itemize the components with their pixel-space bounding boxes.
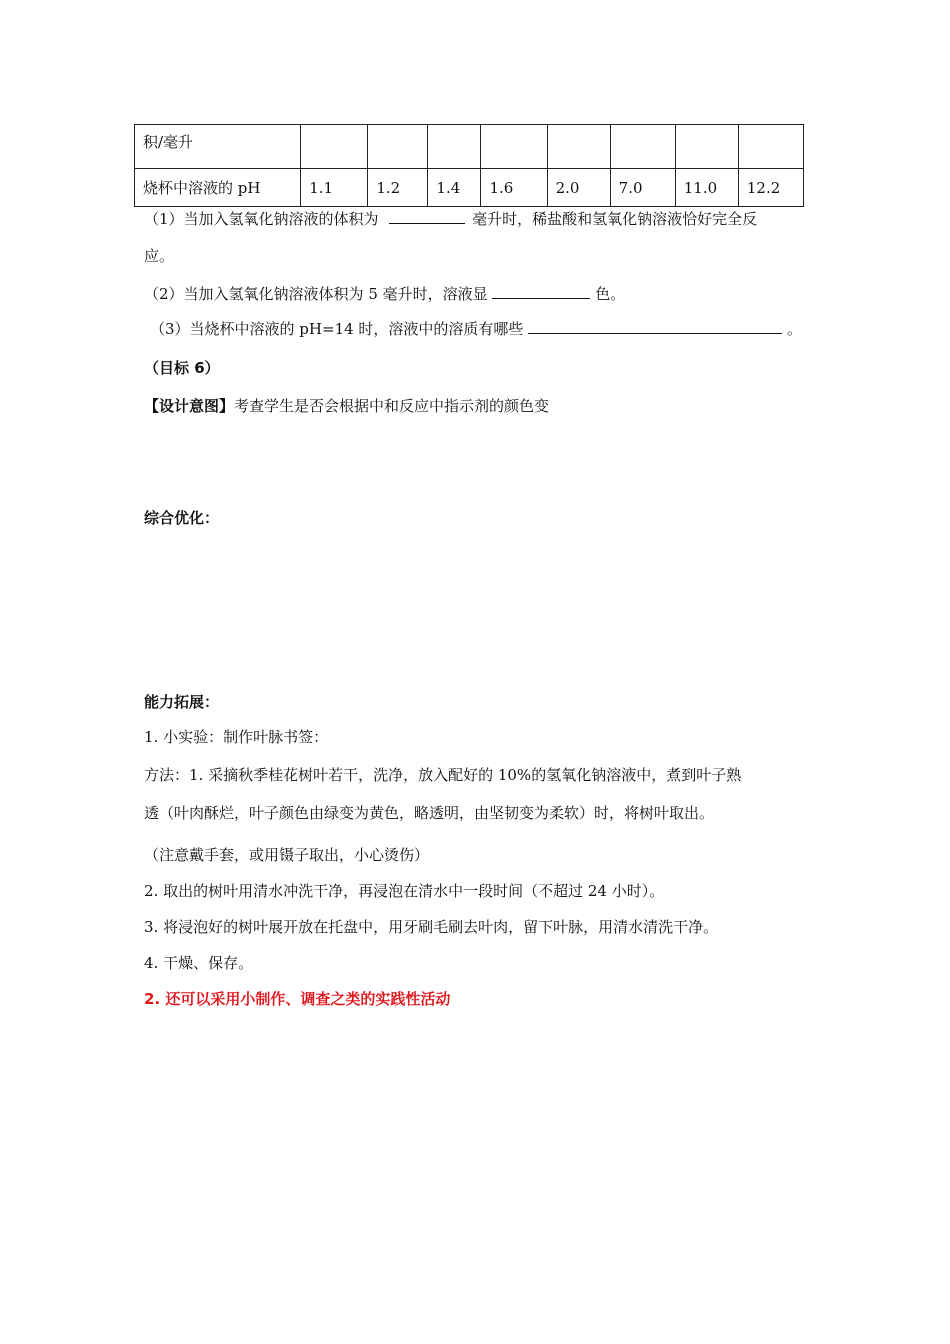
table-cell: [428, 125, 481, 169]
method-step-1-continued: 透（叶肉酥烂，叶子颜色由绿变为黄色，略透明，由坚韧变为柔软）时，将树叶取出。: [144, 804, 715, 822]
question-1: [144, 208, 757, 229]
ph-data-table: [134, 124, 804, 207]
table-cell: 1.1: [301, 169, 368, 207]
safety-note: （注意戴手套，或用镊子取出，小心烫伤）: [144, 846, 430, 864]
table-cell: 2.0: [547, 169, 610, 207]
question-2-suffix: 色。: [595, 285, 626, 303]
method-step-2: 2. 取出的树叶用清水冲洗干净，再浸泡在清水中一段时间（不超过 24 小时）。: [144, 882, 665, 900]
table-cell: 12.2: [738, 169, 803, 207]
question-1-prefix: （1）当加入氢氧化钠溶液的体积为: [144, 210, 379, 228]
answer-blank-3: [528, 318, 782, 334]
table-cell: 1.2: [368, 169, 428, 207]
table-cell: 11.0: [675, 169, 738, 207]
table-cell: 1.6: [481, 169, 547, 207]
method-step-3: 3. 将浸泡好的树叶展开放在托盘中，用牙刷毛刷去叶肉，留下叶脉，用清水清洗干净。: [144, 918, 719, 936]
extend-item-2: 2. 还可以采用小制作、调查之类的实践性活动: [144, 990, 451, 1008]
section-heading-extend: 能力拓展：: [144, 693, 220, 711]
design-intent-text: 考查学生是否会根据中和反应中指示剂的颜色变: [234, 397, 550, 415]
table-row-ph: [135, 169, 804, 207]
question-3-prefix: （3）当烧杯中溶液的 pH=14 时，溶液中的溶质有哪些: [150, 320, 524, 338]
table-cell: [301, 125, 368, 169]
table-row-volume: [135, 125, 804, 169]
extend-item-1: 1. 小实验：制作叶脉书签：: [144, 728, 329, 746]
table-cell: [610, 125, 675, 169]
method-step-4: 4. 干燥、保存。: [144, 954, 254, 972]
question-2-prefix: （2）当加入氢氧化钠溶液体积为 5 毫升时，溶液显: [144, 285, 488, 303]
question-1-suffix: 毫升时，稀盐酸和氢氧化钠溶液恰好完全反: [472, 210, 758, 228]
table-cell: [368, 125, 428, 169]
question-2: [144, 283, 625, 304]
method-step-1: 方法：1. 采摘秋季桂花树叶若干，洗净，放入配好的 10%的氢氧化钠溶液中，煮到叶子熟: [144, 766, 742, 784]
table-cell: [481, 125, 547, 169]
design-intent-label: 【设计意图】: [144, 397, 235, 415]
row-label-ph: 烧杯中溶液的 pH: [135, 169, 301, 207]
section-heading-optimize: 综合优化：: [144, 509, 220, 527]
design-intent: [144, 396, 549, 416]
answer-blank-1: [389, 208, 465, 224]
table-cell: 7.0: [610, 169, 675, 207]
question-3: [150, 318, 802, 339]
row-label-volume: 积/毫升: [135, 125, 301, 169]
goal-label: （目标 6）: [144, 359, 220, 377]
question-1-continued: 应。: [144, 247, 175, 265]
table-cell: [738, 125, 803, 169]
table-cell: 1.4: [428, 169, 481, 207]
answer-blank-2: [492, 283, 590, 299]
table-cell: [675, 125, 738, 169]
table-cell: [547, 125, 610, 169]
question-3-suffix: 。: [786, 320, 802, 338]
